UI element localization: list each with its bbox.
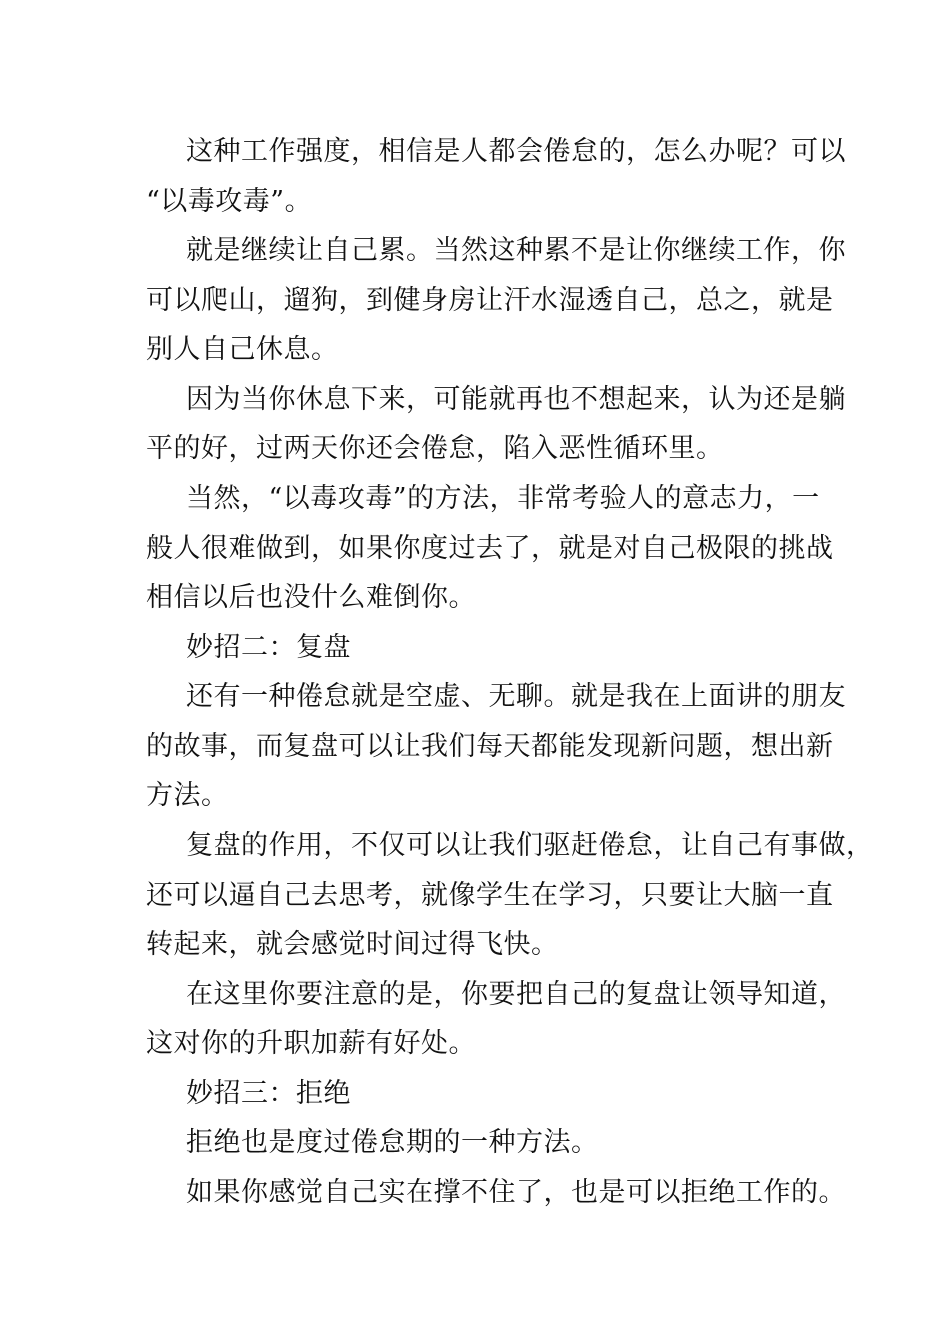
section-heading: 妙招二：复盘 — [186, 632, 351, 663]
paragraph-line: 平的好，过两天你还会倦怠，陷入恶性循环里。 — [146, 433, 724, 464]
paragraph-line: 的故事，而复盘可以让我们每天都能发现新问题，想出新 — [146, 731, 834, 762]
paragraph-line: 可以爬山，遛狗，到健身房让汗水湿透自己，总之，就是 — [146, 285, 834, 316]
paragraph-line: 方法。 — [146, 780, 229, 811]
paragraph-line: 转起来，就会感觉时间过得飞快。 — [146, 929, 559, 960]
section-heading: 妙招三：拒绝 — [186, 1078, 351, 1109]
paragraph-line: 这对你的升职加薪有好处。 — [146, 1028, 476, 1059]
paragraph-line: 这种工作强度，相信是人都会倦怠的，怎么办呢？可以 — [186, 136, 846, 167]
paragraph-line: “以毒攻毒”。 — [146, 186, 313, 217]
paragraph-line: 拒绝也是度过倦怠期的一种方法。 — [186, 1127, 599, 1158]
paragraph-line: 相信以后也没什么难倒你。 — [146, 582, 476, 613]
paragraph-line: 复盘的作用，不仅可以让我们驱赶倦怠，让自己有事做， — [186, 830, 874, 861]
paragraph-line: 还可以逼自己去思考，就像学生在学习，只要让大脑一直 — [146, 880, 834, 911]
paragraph-line: 当然，“以毒攻毒”的方法，非常考验人的意志力，一 — [186, 483, 820, 514]
paragraph-line: 别人自己休息。 — [146, 334, 339, 365]
paragraph-line: 因为当你休息下来，可能就再也不想起来，认为还是躺 — [186, 384, 846, 415]
paragraph-line: 般人很难做到，如果你度过去了，就是对自己极限的挑战 — [146, 533, 834, 564]
paragraph-line: 在这里你要注意的是，你要把自己的复盘让领导知道， — [186, 979, 846, 1010]
paragraph-line: 还有一种倦怠就是空虚、无聊。就是我在上面讲的朋友 — [186, 681, 846, 712]
paragraph-line: 就是继续让自己累。当然这种累不是让你继续工作，你 — [186, 235, 846, 266]
paragraph-line: 如果你感觉自己实在撑不住了，也是可以拒绝工作的。 — [186, 1177, 846, 1208]
